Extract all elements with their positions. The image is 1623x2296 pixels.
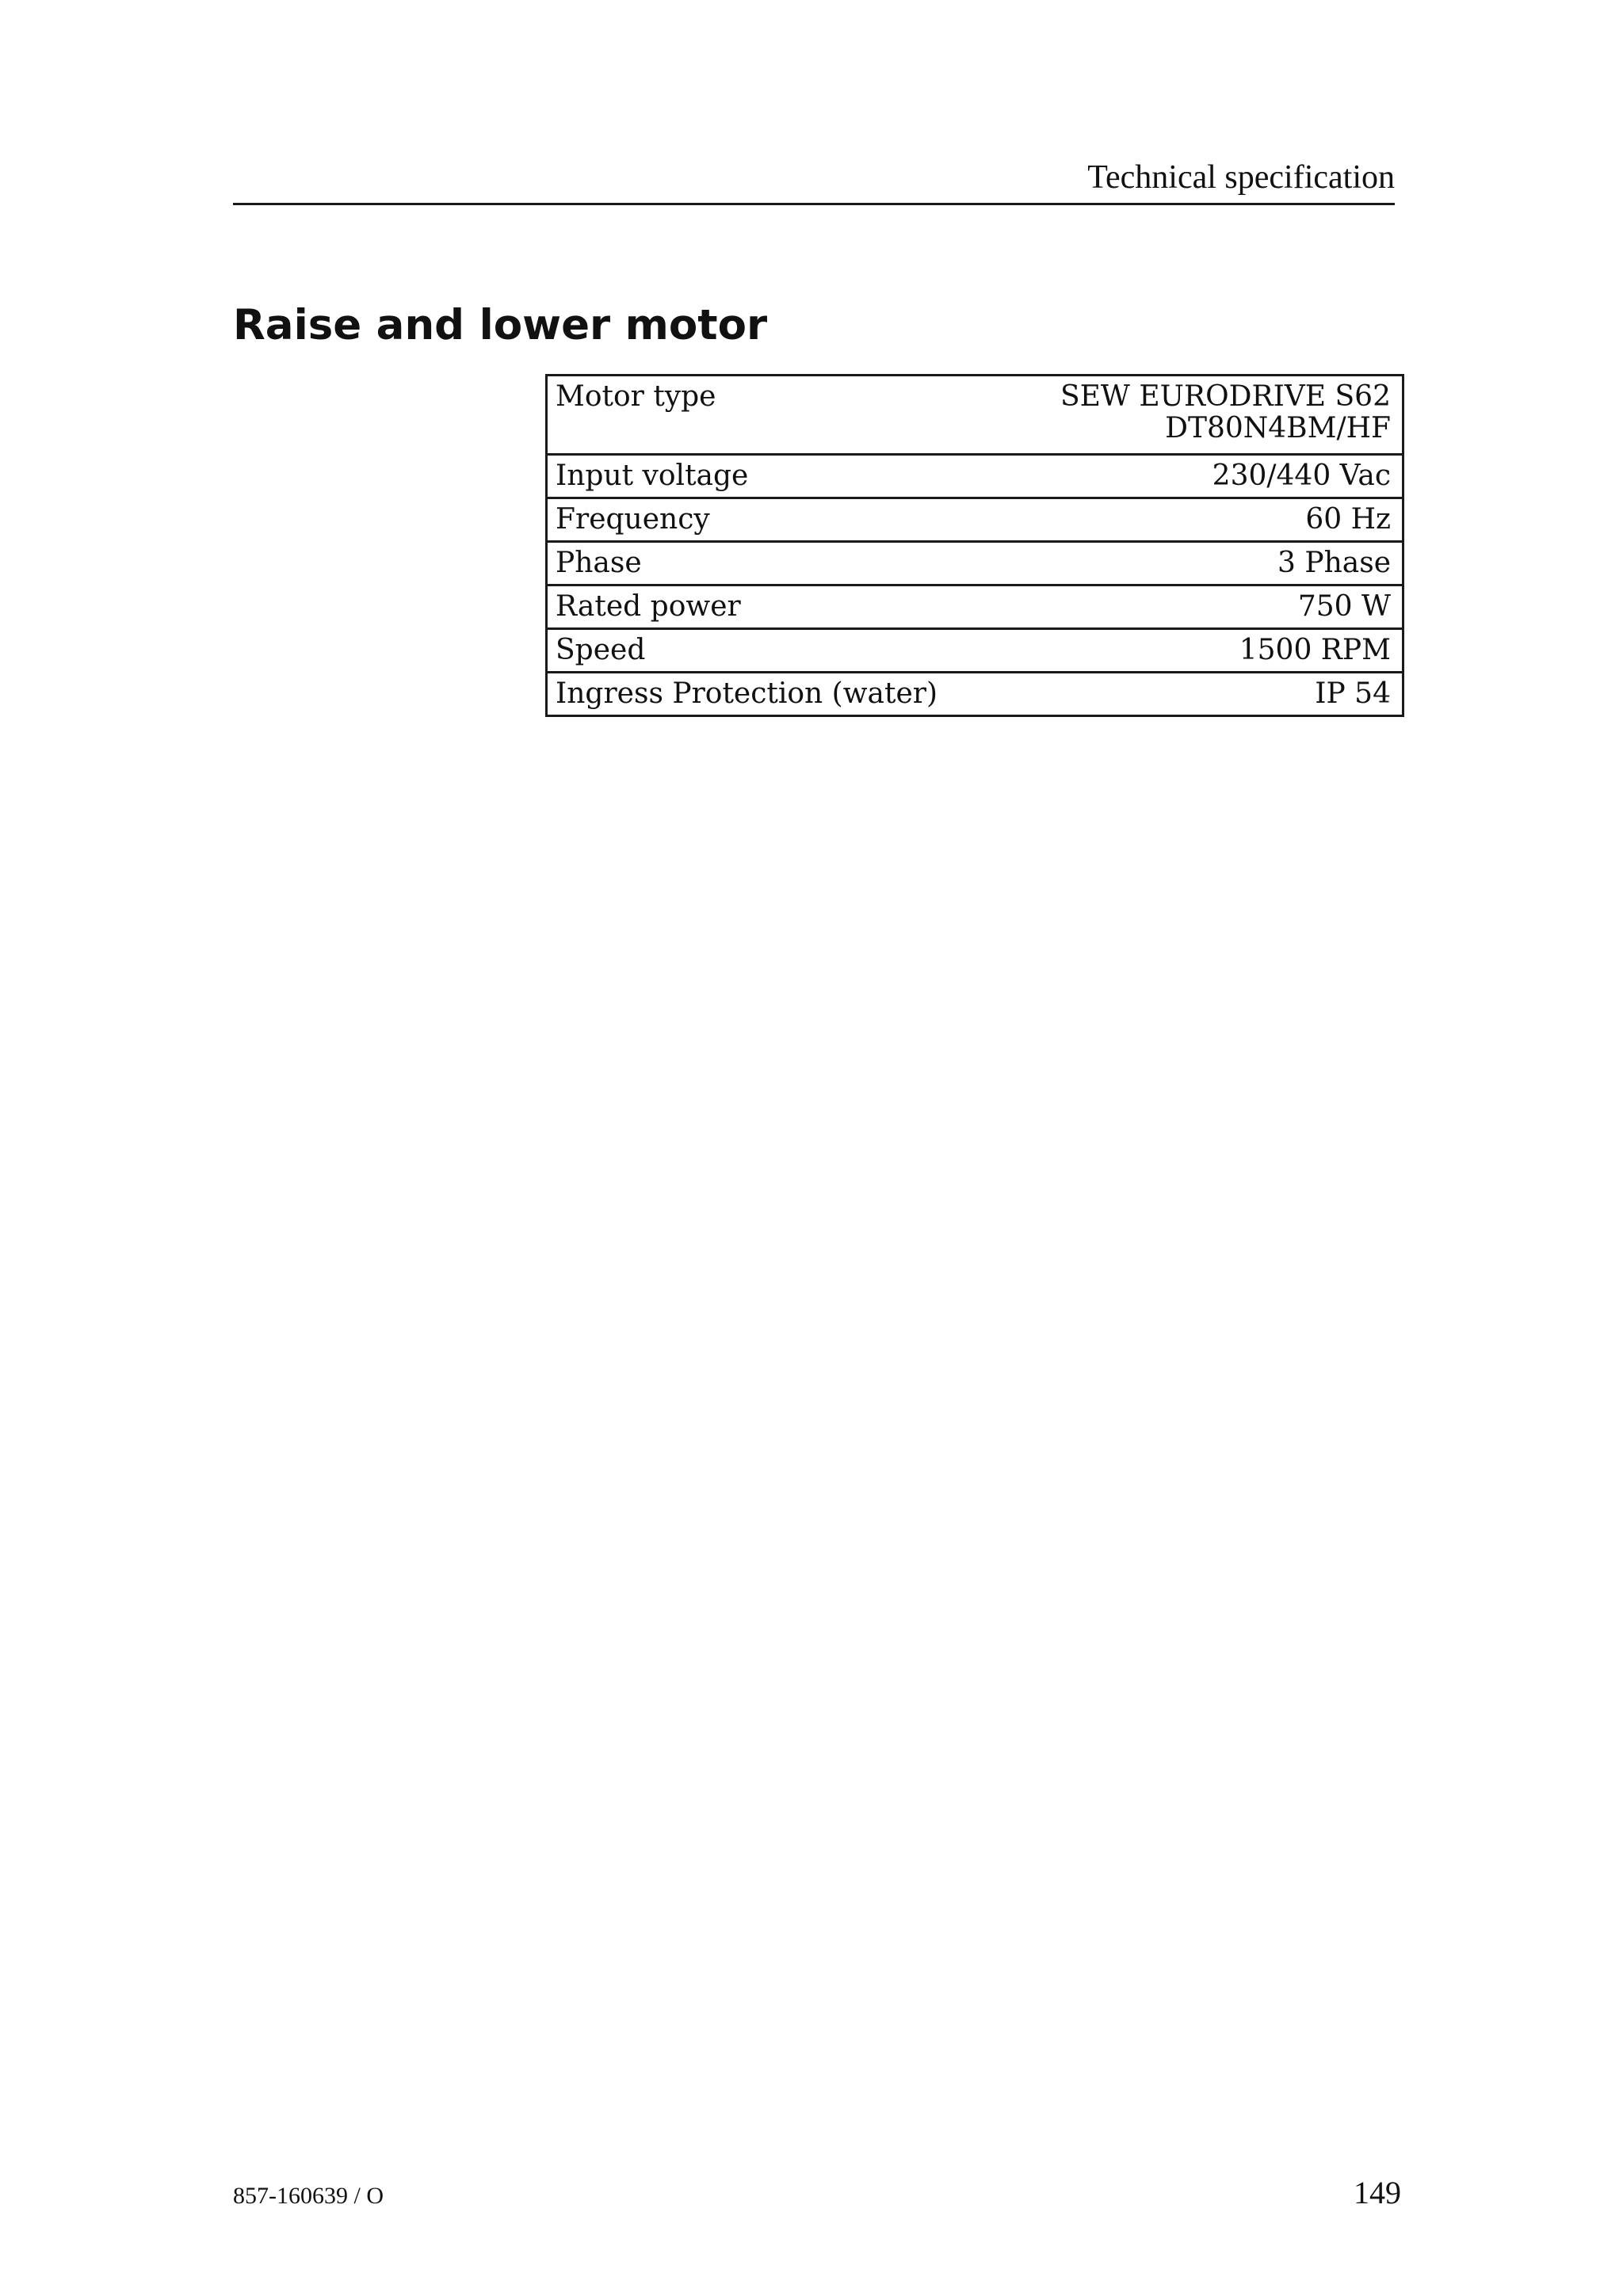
value-cell: 750 W bbox=[975, 585, 1403, 629]
table-row bbox=[547, 376, 1403, 455]
value-cell: 60 Hz bbox=[975, 498, 1403, 542]
table-row bbox=[547, 542, 1403, 585]
table-row bbox=[547, 673, 1403, 716]
parameter-cell: Phase bbox=[547, 542, 976, 585]
chapter-title: Technical specification bbox=[1087, 159, 1395, 196]
parameter-cell: Ingress Protection (water) bbox=[547, 673, 976, 716]
table-row bbox=[547, 585, 1403, 629]
page-number: 149 bbox=[1354, 2175, 1401, 2210]
document-number: 857-160639 / O bbox=[233, 2183, 384, 2209]
value-line: SEW EURODRIVE S62 bbox=[1060, 380, 1391, 413]
motor-spec-table bbox=[545, 374, 1404, 717]
table-row bbox=[547, 498, 1403, 542]
section-title: Raise and lower motor bbox=[233, 301, 768, 349]
value-cell: 3 Phase bbox=[975, 542, 1403, 585]
parameter-cell: Rated power bbox=[547, 585, 976, 629]
parameter-cell: Frequency bbox=[547, 498, 976, 542]
value-cell: 1500 RPM bbox=[975, 629, 1403, 673]
value-cell bbox=[975, 376, 1403, 455]
running-header bbox=[233, 155, 1395, 205]
value-cell: 230/440 Vac bbox=[975, 455, 1403, 498]
table-row bbox=[547, 629, 1403, 673]
value-line: DT80N4BM/HF bbox=[1165, 412, 1391, 444]
parameter-cell: Motor type bbox=[547, 376, 976, 455]
table-row bbox=[547, 455, 1403, 498]
parameter-cell: Input voltage bbox=[547, 455, 976, 498]
value-cell: IP 54 bbox=[975, 673, 1403, 716]
parameter-cell: Speed bbox=[547, 629, 976, 673]
